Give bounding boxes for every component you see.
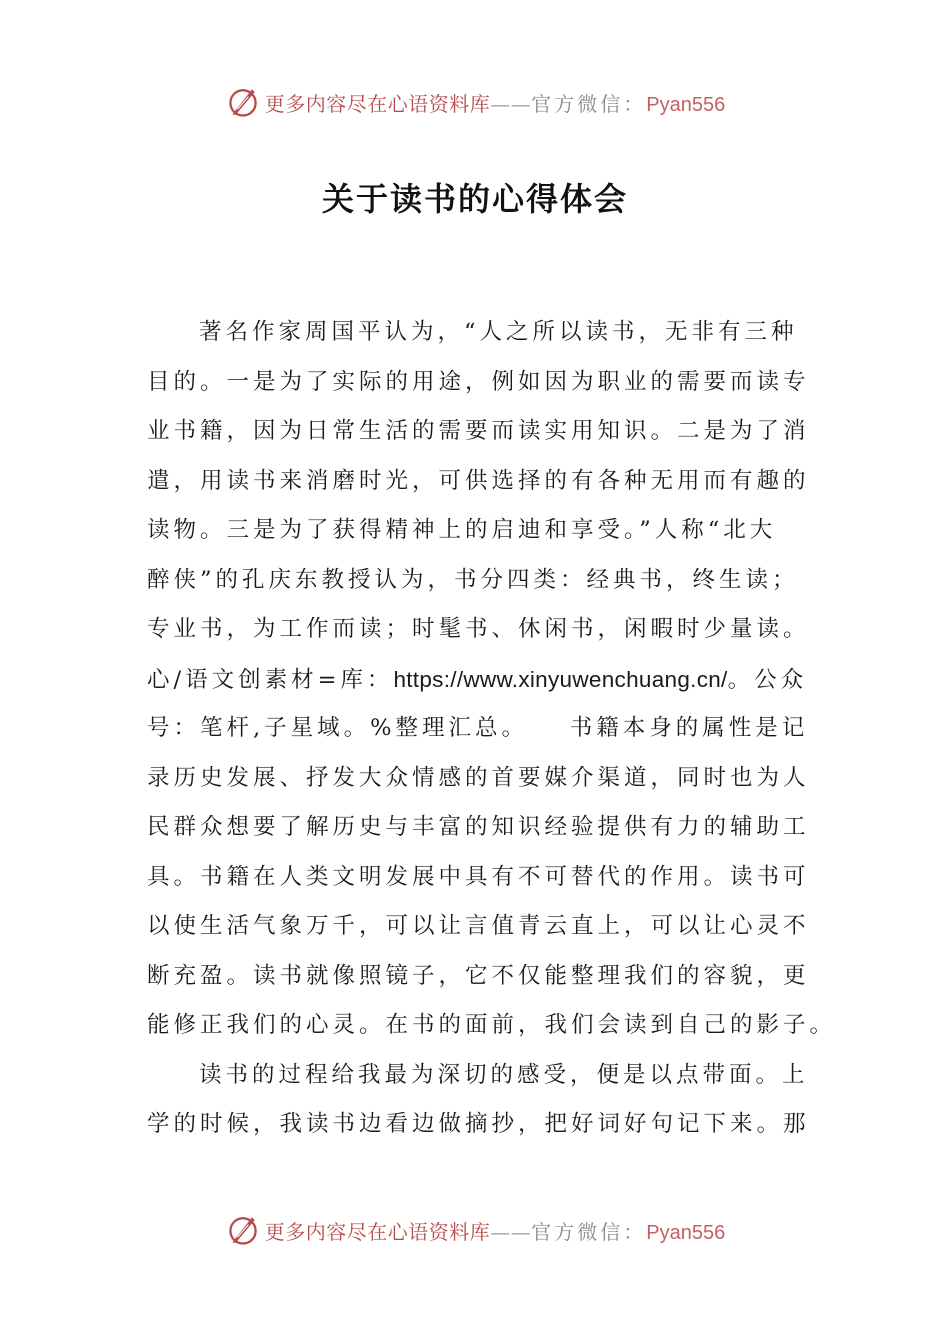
- body-line: 著名作家周国平认为，“人之所以读书，无非有三种: [199, 319, 798, 345]
- source-url-link[interactable]: https://www.xinyuwenchuang.cn/: [393, 666, 728, 692]
- body-line: 民群众想要了解历史与丰富的知识经验提供有力的辅助工: [147, 814, 810, 840]
- banner-main-text: 更多内容尽在心语资料库: [264, 1219, 491, 1244]
- document-title: 关于读书的心得体会: [321, 180, 628, 218]
- body-line: 业书籍，因为日常生活的需要而读实用知识。二是为了消: [147, 418, 810, 444]
- banner-wechat-id: Pyan556: [646, 93, 726, 116]
- body-line: 遣，用读书来消磨时光，可供选择的有各种无用而有趣的: [147, 467, 810, 494]
- body-line-with-url: [147, 655, 807, 705]
- watermark-source-text: 心/语文创素材=库：: [147, 666, 394, 693]
- body-line: 断充盈。读书就像照镜子，它不仅能整理我们的容貌，更: [147, 962, 810, 989]
- quill-pen-logo-icon: [225, 84, 261, 120]
- body-line: 以使生活气象万千，可以让言值青云直上，可以让心灵不: [147, 913, 810, 939]
- body-line: 读书的过程给我最为深切的感受，便是以点带面。上: [199, 1061, 809, 1088]
- body-line: 醉侠”的孔庆东教授认为，书分四类：经典书，终生读；: [147, 566, 799, 593]
- body-line: 读物。三是为了获得精神上的启迪和享受。”人称“北大: [147, 517, 777, 543]
- body-line: 专业书，为工作而读；时髦书、休闲书，闲暇时少量读。: [147, 616, 810, 642]
- header-banner-text: [265, 88, 725, 117]
- body-line: 学的时候，我读书边看边做摘抄，把好词好句记下来。那: [147, 1111, 810, 1137]
- body-line: 目的。一是为了实际的用途，例如因为职业的需要而读专: [147, 368, 810, 395]
- body-line: 录历史发展、抒发大众情感的首要媒介渠道，同时也为人: [147, 764, 810, 791]
- body-line: 能修正我们的心灵。在书的面前，我们会读到自己的影子。: [147, 1012, 837, 1038]
- body-line: 具。书籍在人类文明发展中具有不可替代的作用。读书可: [147, 863, 810, 890]
- document-body: [147, 308, 837, 1150]
- banner-separator: ——: [490, 1219, 532, 1244]
- footer-banner-text: [265, 1216, 725, 1245]
- body-line-tail: 。公众: [727, 666, 808, 693]
- header-banner: [0, 82, 950, 122]
- banner-separator: ——: [490, 91, 532, 116]
- quill-pen-logo-icon: [225, 1212, 261, 1248]
- banner-wechat-label: 官方微信：: [531, 91, 647, 116]
- body-line: 号：笔杆,子星域。%整理汇总。 书籍本身的属性是记: [147, 715, 809, 741]
- banner-wechat-label: 官方微信：: [531, 1219, 647, 1244]
- footer-banner: [0, 1210, 950, 1250]
- banner-wechat-id: Pyan556: [646, 1221, 726, 1244]
- banner-main-text: 更多内容尽在心语资料库: [264, 91, 491, 116]
